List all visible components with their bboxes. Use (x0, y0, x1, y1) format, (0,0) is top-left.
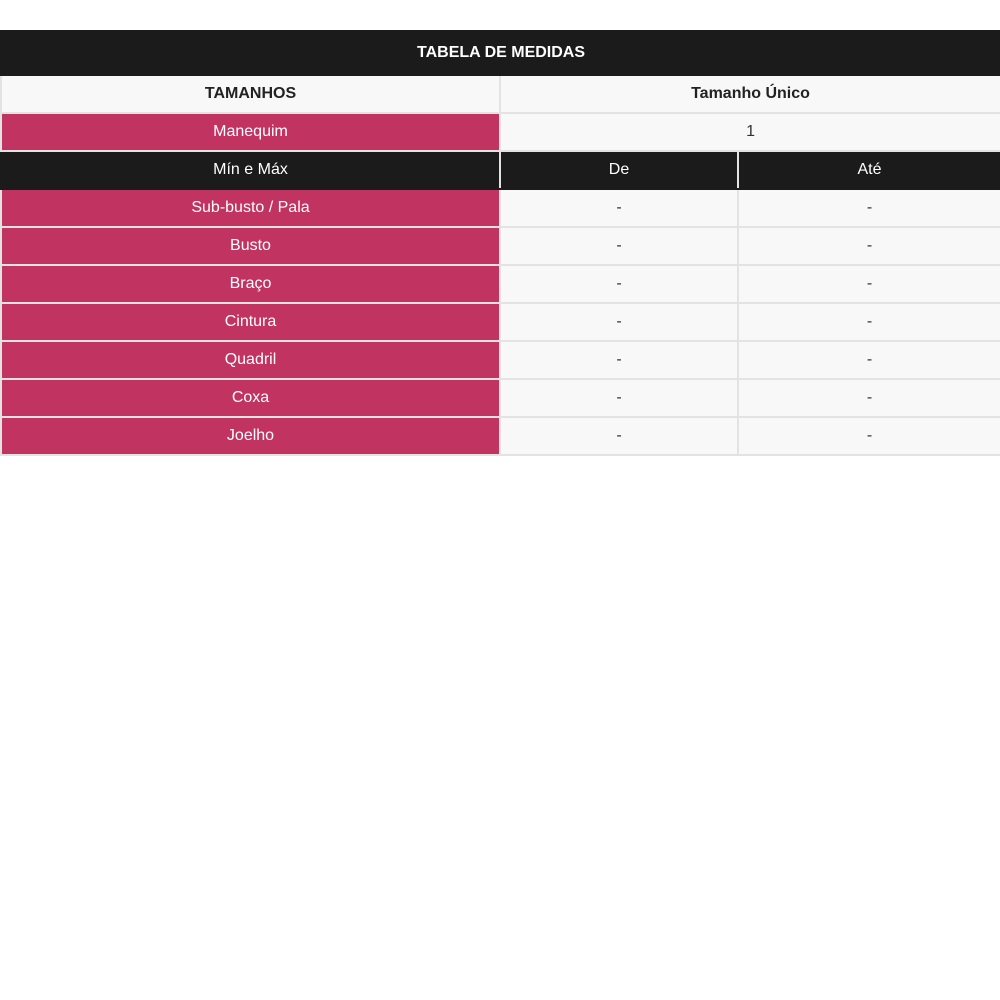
sizes-label: TAMANHOS (1, 75, 500, 113)
measure-from: - (500, 379, 738, 417)
measure-to: - (738, 265, 1000, 303)
from-header: De (500, 151, 738, 189)
measure-label: Busto (1, 227, 500, 265)
manequim-row (1, 113, 1000, 151)
measure-label: Cintura (1, 303, 500, 341)
manequim-value: 1 (500, 113, 1000, 151)
range-header-row (1, 151, 1000, 189)
table-row (1, 341, 1000, 379)
measure-label: Sub-busto / Pala (1, 189, 500, 227)
table-row (1, 189, 1000, 227)
to-header: Até (738, 151, 1000, 189)
size-chart-table (0, 30, 1000, 456)
measure-from: - (500, 303, 738, 341)
range-label: Mín e Máx (1, 151, 500, 189)
table-row (1, 265, 1000, 303)
table-title: TABELA DE MEDIDAS (1, 31, 1000, 75)
table-row (1, 303, 1000, 341)
measure-to: - (738, 227, 1000, 265)
measure-label: Joelho (1, 417, 500, 455)
manequim-label: Manequim (1, 113, 500, 151)
table-title-row (1, 31, 1000, 75)
table-row (1, 227, 1000, 265)
measure-from: - (500, 227, 738, 265)
measure-from: - (500, 341, 738, 379)
measure-label: Braço (1, 265, 500, 303)
measure-from: - (500, 265, 738, 303)
measure-from: - (500, 417, 738, 455)
measure-to: - (738, 189, 1000, 227)
measure-from: - (500, 189, 738, 227)
measure-label: Coxa (1, 379, 500, 417)
measure-to: - (738, 417, 1000, 455)
measure-to: - (738, 303, 1000, 341)
measure-to: - (738, 341, 1000, 379)
sizes-row (1, 75, 1000, 113)
measure-label: Quadril (1, 341, 500, 379)
table-row (1, 417, 1000, 455)
measure-to: - (738, 379, 1000, 417)
size-name: Tamanho Único (500, 75, 1000, 113)
table-row (1, 379, 1000, 417)
